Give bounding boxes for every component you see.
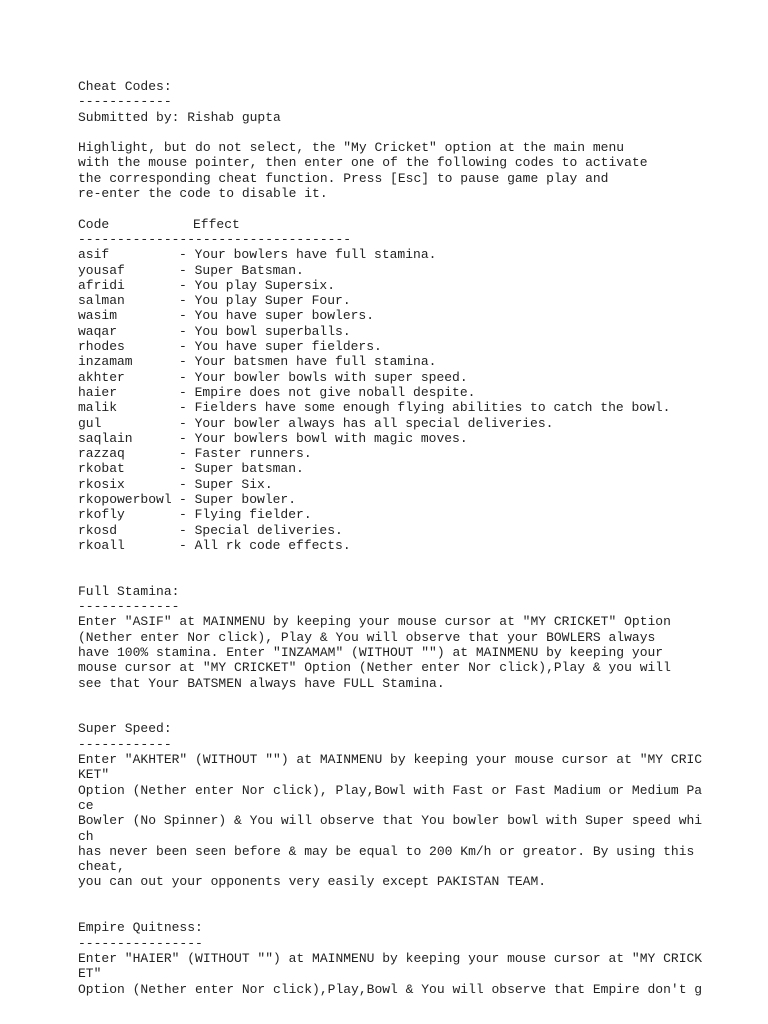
document-text	[78, 79, 738, 997]
table-row	[78, 247, 738, 262]
table-row	[78, 324, 738, 339]
cheat-effect: - Your bowler bowls with super speed.	[179, 369, 468, 385]
cheat-code: wasim	[78, 308, 118, 324]
section-empire-quitness	[78, 920, 738, 996]
cheat-effect: - You play Super Four.	[179, 293, 351, 309]
cheat-code: rkobat	[78, 461, 125, 477]
section-heading: Empire Quitness:	[78, 920, 203, 936]
section-line: ce	[78, 797, 94, 813]
cheat-code: rkosix	[78, 476, 125, 492]
section-line: (Nether enter Nor click), Play & You will observe that your BOWLERS always	[78, 629, 656, 645]
cheat-code: malik	[78, 400, 118, 416]
cheat-code: afridi	[78, 277, 125, 293]
cheat-effect: - Super Six.	[179, 476, 273, 492]
section-line: Enter "HAIER" (WITHOUT "") at MAINMENU by keeping your mouse cursor at "MY CRICK	[78, 950, 703, 966]
cheat-effect: - Flying fielder.	[179, 507, 312, 523]
intro-paragraph-line: re-enter the code to disable it.	[78, 186, 328, 202]
table-row	[78, 400, 738, 415]
cheat-effect: - Your bowlers bowl with magic moves.	[179, 430, 468, 446]
cheat-effect: - Faster runners.	[179, 446, 312, 462]
cheat-effect: - You have super bowlers.	[179, 308, 375, 324]
cheat-effect: - Empire does not give noball despite.	[179, 384, 476, 400]
cheat-code: salman	[78, 293, 125, 309]
table-row	[78, 461, 738, 476]
table-row	[78, 370, 738, 385]
cheat-code: akhter	[78, 369, 125, 385]
table-row	[78, 416, 738, 431]
section-underline: ----------------	[78, 935, 203, 951]
section-line: KET"	[78, 767, 110, 783]
section-line: has never been seen before & may be equal to 200 Km/h or greator. By using this	[78, 843, 695, 859]
section-underline: -------------	[78, 599, 180, 615]
cheat-effect: - All rk code effects.	[179, 537, 351, 553]
spacer	[78, 890, 738, 921]
section-line: see that Your BATSMEN always have FULL Stamina.	[78, 675, 445, 691]
table-row	[78, 293, 738, 308]
cheat-code: asif	[78, 247, 110, 263]
cheat-effect: - You play Supersix.	[179, 277, 336, 293]
spacer	[78, 691, 738, 722]
section-full-stamina	[78, 584, 738, 691]
cheat-code: inzamam	[78, 354, 133, 370]
section-line: ET"	[78, 966, 102, 982]
table-row	[78, 278, 738, 293]
cheat-code: rkoall	[78, 537, 125, 553]
cheat-effect: - Super bowler.	[179, 492, 297, 508]
submitted-by: Submitted by: Rishab gupta	[78, 109, 281, 125]
cheat-code: waqar	[78, 323, 118, 339]
intro-paragraph-line: the corresponding cheat function. Press [Esc] to pause game play and	[78, 170, 609, 186]
header-effect: Effect	[193, 216, 240, 232]
cheat-effect: - Fielders have some enough flying abilities to catch the bowl.	[179, 400, 671, 416]
table-row	[78, 477, 738, 492]
code-table-header	[78, 217, 738, 232]
cheat-code: razzaq	[78, 446, 125, 462]
cheat-code: rkosd	[78, 522, 118, 538]
intro-underline: ------------	[78, 94, 172, 110]
table-row	[78, 507, 738, 522]
cheat-code: saqlain	[78, 430, 133, 446]
table-row	[78, 446, 738, 461]
cheat-effect: - Special deliveries.	[179, 522, 343, 538]
section-line: have 100% stamina. Enter "INZAMAM" (WITHOUT "") at MAINMENU by keeping your	[78, 644, 664, 660]
cheat-code: gul	[78, 415, 102, 431]
section-line: cheat,	[78, 859, 125, 875]
table-row	[78, 308, 738, 323]
table-row	[78, 523, 738, 538]
cheat-effect: - Your bowlers have full stamina.	[179, 247, 437, 263]
section-heading: Super Speed:	[78, 721, 172, 737]
cheat-code: rkopowerbowl	[78, 492, 172, 508]
section-line: Enter "AKHTER" (WITHOUT "") at MAINMENU by keeping your mouse cursor at "MY CRIC	[78, 752, 703, 768]
table-row	[78, 263, 738, 278]
table-row	[78, 492, 738, 507]
table-row	[78, 431, 738, 446]
cheat-code: yousaf	[78, 262, 125, 278]
section-super-speed	[78, 721, 738, 889]
cheat-effect: - Super Batsman.	[179, 262, 304, 278]
cheat-effect: - Super batsman.	[179, 461, 304, 477]
cheat-code: haier	[78, 384, 118, 400]
cheat-effect: - You have super fielders.	[179, 339, 382, 355]
section-line: Option (Nether enter Nor click),Play,Bowl & You will observe that Empire don't g	[78, 981, 703, 997]
spacer	[78, 125, 738, 140]
cheat-code: rkofly	[78, 507, 125, 523]
code-table-rule: -----------------------------------	[78, 231, 352, 247]
cheat-code: rhodes	[78, 339, 125, 355]
table-row	[78, 538, 738, 553]
intro-paragraph-line: with the mouse pointer, then enter one of the following codes to activate	[78, 155, 648, 171]
cheat-effect: - Your batsmen have full stamina.	[179, 354, 437, 370]
section-line: Enter "ASIF" at MAINMENU by keeping your mouse cursor at "MY CRICKET" Option	[78, 614, 671, 630]
section-line: you can out your opponents very easily except PAKISTAN TEAM.	[78, 874, 547, 890]
table-row	[78, 354, 738, 369]
cheat-effect: - Your bowler always has all special deliveries.	[179, 415, 554, 431]
section-underline: ------------	[78, 736, 172, 752]
section-line: mouse cursor at "MY CRICKET" Option (Nether enter Nor click),Play & you will	[78, 660, 671, 676]
code-table	[78, 247, 738, 553]
spacer	[78, 553, 738, 584]
section-line: ch	[78, 828, 94, 844]
table-row	[78, 339, 738, 354]
header-code: Code	[78, 216, 110, 232]
spacer	[78, 201, 738, 216]
section-heading: Full Stamina:	[78, 583, 180, 599]
intro-paragraph-line: Highlight, but do not select, the "My Cricket" option at the main menu	[78, 140, 625, 156]
intro-heading: Cheat Codes:	[78, 79, 172, 94]
table-row	[78, 385, 738, 400]
section-line: Option (Nether enter Nor click), Play,Bowl with Fast or Fast Madium or Medium Pa	[78, 782, 703, 798]
cheat-effect: - You bowl superballs.	[179, 323, 351, 339]
section-line: Bowler (No Spinner) & You will observe that You bowler bowl with Super speed whi	[78, 813, 703, 829]
